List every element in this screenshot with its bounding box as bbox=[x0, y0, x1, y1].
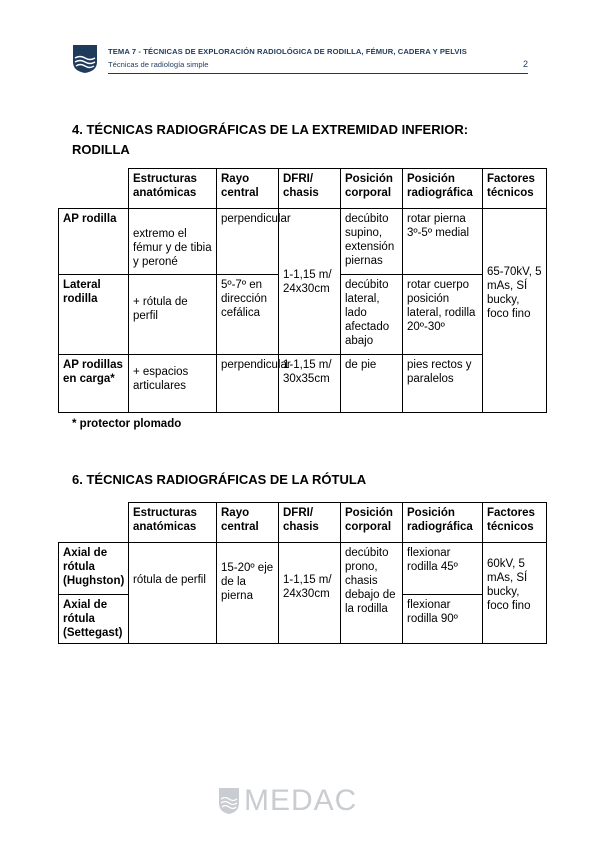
header-dfri: DFRI/ chasis bbox=[279, 503, 341, 543]
page-header bbox=[72, 44, 528, 76]
header-posicion-corporal: Posición corporal bbox=[341, 169, 403, 209]
header-factores: Factores técnicos bbox=[483, 169, 547, 209]
header-dfri: DFRI/ chasis bbox=[279, 169, 341, 209]
header-subtitle: Técnicas de radiología simple bbox=[108, 60, 209, 69]
section6-title: 6. TÉCNICAS RADIOGRÁFICAS DE LA RÓTULA bbox=[72, 472, 367, 487]
cell-estructuras: + rótula de perfil bbox=[129, 275, 217, 355]
row-label-axial-hughston: Axial de rótula (Hughston) bbox=[59, 543, 129, 595]
cell-posicion-radiografica: flexionar rodilla 45º bbox=[403, 543, 483, 595]
knee-techniques-table bbox=[58, 168, 547, 413]
cell-posicion-corporal: de pie bbox=[341, 355, 403, 413]
header-posicion-radiografica: Posición radiográfica bbox=[403, 503, 483, 543]
cell-factores-shared: 60kV, 5 mAs, SÍ bucky, foco fino bbox=[483, 543, 547, 644]
cell-dfri-shared: 1-1,15 m/ 24x30cm bbox=[279, 543, 341, 644]
cell-rayo: perpendicular bbox=[217, 355, 279, 413]
page-number: 2 bbox=[522, 59, 528, 69]
cell-dfri: 1-1,15 m/ 30x35cm bbox=[279, 355, 341, 413]
header-divider bbox=[108, 73, 528, 74]
cell-dfri-shared: 1-1,15 m/ 24x30cm bbox=[279, 209, 341, 355]
header-rayo: Rayo central bbox=[217, 503, 279, 543]
row-label-ap-rodillas-carga: AP rodillas en carga* bbox=[59, 355, 129, 413]
header-rayo: Rayo central bbox=[217, 169, 279, 209]
cell-posicion-corporal: decúbito lateral, lado afectado abajo bbox=[341, 275, 403, 355]
section4-title bbox=[72, 120, 468, 160]
row-label-ap-rodilla: AP rodilla bbox=[59, 209, 129, 275]
section4-title-line1: 4. TÉCNICAS RADIOGRÁFICAS DE LA EXTREMIDAD INFERIOR: bbox=[72, 122, 469, 137]
header-estructuras: Estructuras anatómicas bbox=[129, 169, 217, 209]
section4-title-line2: RODILLA bbox=[72, 142, 130, 157]
cell-posicion-corporal: decúbito supino, extensión piernas bbox=[341, 209, 403, 275]
cell-posicion-radiografica: rotar cuerpo posición lateral, rodilla 20º-30º bbox=[403, 275, 483, 355]
header-posicion-radiografica: Posición radiográfica bbox=[403, 169, 483, 209]
cell-posicion-radiografica: rotar pierna 3º-5º medial bbox=[403, 209, 483, 275]
row-label-axial-settegast: Axial de rótula (Settegast) bbox=[59, 595, 129, 644]
cell-factores-shared: 65-70kV, 5 mAs, SÍ bucky, foco fino bbox=[483, 209, 547, 413]
footnote-protector: * protector plomado bbox=[72, 418, 182, 430]
cell-posicion-corporal-shared: decúbito prono, chasis debajo de la rodilla bbox=[341, 543, 403, 644]
cell-rayo: perpendicular bbox=[217, 209, 279, 275]
cell-rayo-shared: 15-20º eje de la pierna bbox=[217, 543, 279, 644]
empty-corner-cell bbox=[59, 503, 129, 543]
cell-estructuras: extremo el fémur y de tibia y peroné bbox=[129, 209, 217, 275]
header-title: TEMA 7 - TÉCNICAS DE EXPLORACIÓN RADIOLÓGICA DE RODILLA, FÉMUR, CADERA Y PELVIS bbox=[108, 47, 467, 56]
table-row bbox=[59, 209, 547, 275]
table-header-row bbox=[59, 169, 547, 209]
cell-posicion-radiografica: pies rectos y paralelos bbox=[403, 355, 483, 413]
table-row bbox=[59, 543, 547, 595]
cell-estructuras: + espacios articulares bbox=[129, 355, 217, 413]
medac-shield-logo bbox=[72, 44, 98, 74]
header-estructuras: Estructuras anatómicas bbox=[129, 503, 217, 543]
cell-estructuras-shared: rótula de perfil bbox=[129, 543, 217, 644]
empty-corner-cell bbox=[59, 169, 129, 209]
table-header-row bbox=[59, 503, 547, 543]
cell-posicion-radiografica: flexionar rodilla 90º bbox=[403, 595, 483, 644]
footer-brand-logo: MEDAC bbox=[244, 784, 358, 817]
table-row bbox=[59, 355, 547, 413]
patella-techniques-table bbox=[58, 502, 547, 644]
row-label-lateral-rodilla: Lateral rodilla bbox=[59, 275, 129, 355]
header-posicion-corporal: Posición corporal bbox=[341, 503, 403, 543]
header-factores: Factores técnicos bbox=[483, 503, 547, 543]
cell-rayo: 5º-7º en dirección cefálica bbox=[217, 275, 279, 355]
footer-shield-icon bbox=[218, 787, 240, 815]
